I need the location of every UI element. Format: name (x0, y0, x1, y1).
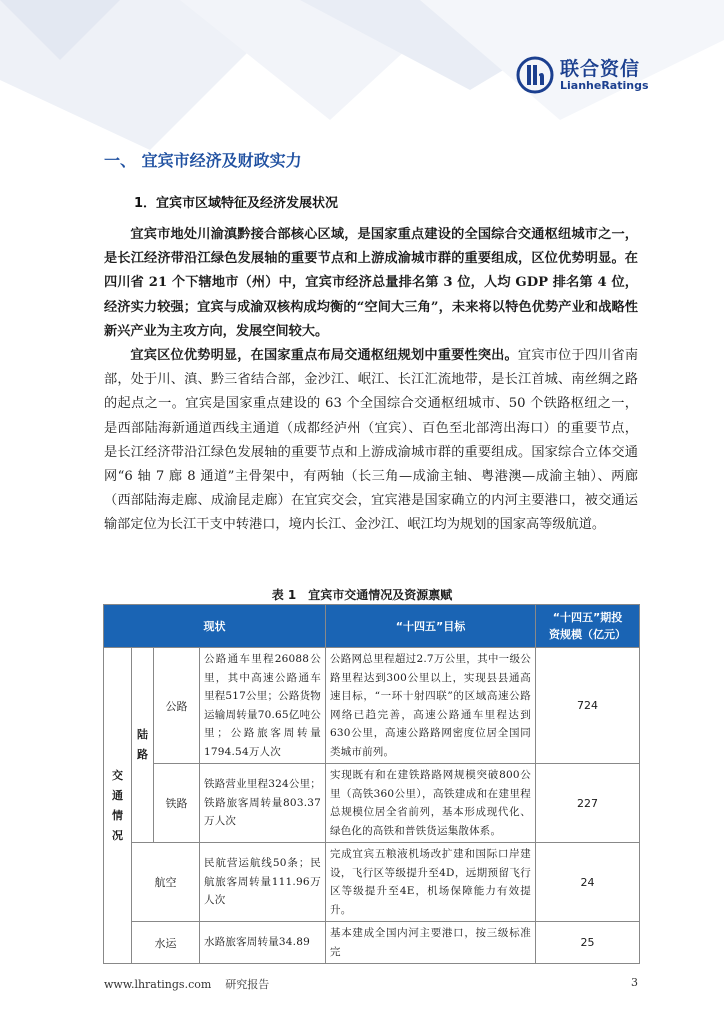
brand-name-en: LianheRatings (560, 79, 649, 92)
footer-site-link[interactable]: www.lhratings.com (104, 978, 212, 991)
brand-name-cn: 联合资信 (560, 58, 641, 80)
table-caption: 表 1 宜宾市交通情况及资源禀赋 (271, 588, 453, 602)
brand-logo (516, 52, 696, 96)
table-row (104, 922, 640, 964)
page-number: 3 (631, 976, 638, 989)
paragraph-location-lead: 宜宾区位优势明显，在国家重点布局交通枢纽规划中重要性突出。 (130, 348, 518, 363)
row-label-water: 水运 (132, 922, 200, 964)
paragraph-summary: 宜宾市地处川渝滇黔接合部核心区域，是国家重点建设的全国综合交通枢纽城市之一，是长江经济带沿江绿色发展轴的重要节点和上游成渝城市群的重要组成，区位优势明显。在四川省 21 个下辖地市（州）中，宜宾市经济总量排名第 3 位，人均 GDP 排名第 4 位，经济实力较强；宜宾与成渝双核构成均衡的“空间大三角”，未来将以特色优势产业和战略性新兴产业为主攻方向，发展空间较大。 (104, 227, 638, 339)
brand-logo-icon (516, 56, 554, 94)
road-target: 公路网总里程超过2.7万公里，其中一级公路里程达到300公里以上，实现县县通高速目标，“一环十射四联”的区域高速公路网络已趋完善，高速公路通车里程达到630公里，高速公路路网密度位居全国同类城市前列。 (326, 648, 536, 764)
road-status: 公路通车里程26088公里，其中高速公路通车里程517公里；公路货物运输周转量70.65亿吨公里；公路旅客周转量1794.54万人次 (200, 648, 326, 764)
header-status: 现状 (104, 605, 326, 648)
water-invest: 25 (536, 922, 640, 964)
paragraph-location-body: 宜宾市位于四川省南部，处于川、滇、黔三省结合部，金沙江、岷江、长江汇流地带，是长江首城、南丝绸之路的起点之一。宜宾是国家重点建设的 63 个全国综合交通枢纽城市、50 个铁路枢纽之一，是西部陆海新通道西线主通道（成都经泸州（宜宾）、百色至北部湾出海口）的重要节点，是长江经济带沿江绿色发展轴的重要节点和上游成渝城市群的重要组成。国家综合立体交通网“6 轴 7 廊 8 通道”主骨架中，有两轴（长三角—成渝主轴、粤港澳—成渝主轴）、两廊（西部陆海走廊、成渝昆走廊）在宜宾交会，宜宾港是国家确立的内河主要港口，被交通运输部定位为长江干支中转港口，境内长江、金沙江、岷江均为规划的国家高等级航道。 (104, 348, 639, 533)
footer-doc-type: 研究报告 (225, 978, 270, 991)
table-row (104, 843, 640, 922)
section-title: 一、 宜宾市经济及财政实力 (104, 151, 302, 170)
page-footer (104, 976, 638, 992)
table-row (104, 648, 640, 764)
table-header-row (104, 605, 640, 648)
air-target: 完成宜宾五粮液机场改扩建和国际口岸建设，飞行区等级提升至4D，远期预留飞行区等级提升至4E，机场保障能力有效提升。 (326, 843, 536, 922)
section-subtitle: 1．宜宾市区域特征及经济发展状况 (134, 196, 339, 211)
table-row (104, 764, 640, 843)
road-invest: 724 (536, 648, 640, 764)
transport-table (103, 604, 640, 964)
water-status: 水路旅客周转量34.89 (200, 922, 326, 964)
air-status: 民航营运航线50条；民航旅客周转量111.96万人次 (200, 843, 326, 922)
land-label: 陆 路 (132, 648, 154, 843)
header-invest: “十四五”期投 资规模（亿元） (536, 605, 640, 648)
row-label-air: 航空 (132, 843, 200, 922)
rail-invest: 227 (536, 764, 640, 843)
group-label: 交 通 情 况 (104, 648, 132, 964)
rail-target: 实现既有和在建铁路路网规模突破800公里（高铁360公里），高铁建成和在建里程总规模位居全省前列，基本形成现代化、绿色化的高铁和普铁货运集散体系。 (326, 764, 536, 843)
row-label-rail: 铁路 (154, 764, 200, 843)
header-target: “十四五”目标 (326, 605, 536, 648)
air-invest: 24 (536, 843, 640, 922)
row-label-road: 公路 (154, 648, 200, 764)
rail-status: 铁路营业里程324公里；铁路旅客周转量803.37万人次 (200, 764, 326, 843)
water-target: 基本建成全国内河主要港口，按三级标准完 (326, 922, 536, 964)
paragraph-location (104, 344, 638, 538)
